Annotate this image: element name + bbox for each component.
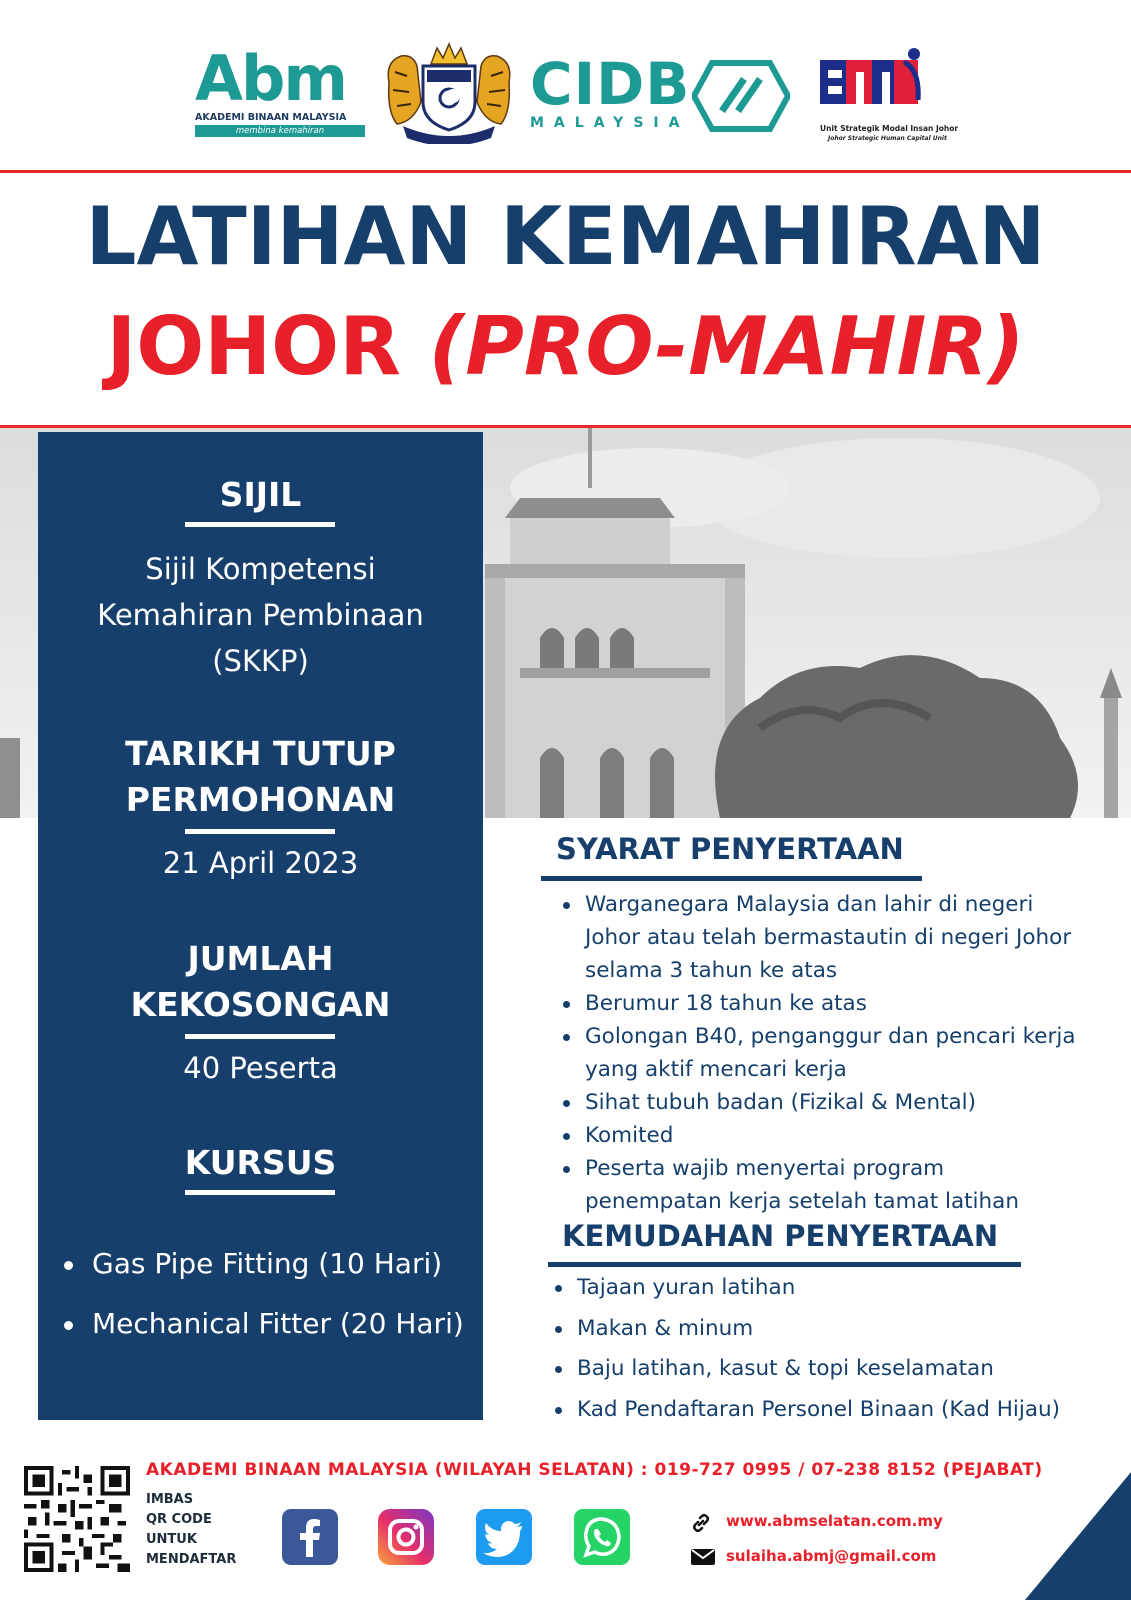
logo-bar [0,0,1131,168]
cidb-mark-icon [692,59,790,133]
contact-line: AKADEMI BINAAN MALAYSIA (WILAYAH SELATAN) : 019-727 0995 / 07-238 8152 (PEJABAT) [146,1460,1043,1480]
qr-line: QR CODE [146,1512,212,1527]
qr-line: UNTUK [146,1532,197,1547]
smi-logo [820,40,960,148]
kemudahan-list [549,1268,1109,1430]
abm-logo-tagline: membina kemahiran [195,125,365,137]
jumlah-heading-1: JUMLAH [187,939,334,978]
kursus-item: Mechanical Fitter (20 Hari) [62,1294,482,1354]
mail-icon [690,1548,716,1566]
syarat-item: Berumur 18 tahun ke atas [557,987,1077,1020]
sijil-line-3: (SKKP) [212,644,309,678]
smi-logo-line2: Johor Strategic Human Capital Unit [828,135,947,142]
syarat-item: Komited [557,1119,1077,1152]
cidb-logo-word: CIDB [530,50,691,118]
tarikh-heading-2: PERMOHONAN [125,780,396,819]
kursus-underline [185,1190,335,1195]
cidb-logo-sub: MALAYSIA [530,115,690,131]
kemudahan-item: Kad Pendaftaran Personel Binaan (Kad Hijau) [549,1390,1109,1431]
syarat-item: Warganegara Malaysia dan lahir di negeri Johor atau telah bermastautin di negeri Johor selama 3 tahun ke atas [557,888,1077,987]
instagram-icon[interactable] [378,1509,434,1565]
abm-logo-name: AKADEMI BINAAN MALAYSIA [195,112,347,123]
qr-instructions [146,1490,236,1570]
whatsapp-icon[interactable] [574,1509,630,1565]
qr-line: MENDAFTAR [146,1552,237,1567]
kursus-heading: KURSUS [184,1143,337,1182]
email-link[interactable]: sulaiha.abmj@gmail.com [726,1547,937,1565]
tarikh-underline [185,829,335,834]
kemudahan-heading: KEMUDAHAN PENYERTAAN [562,1219,999,1253]
abm-logo [195,42,367,140]
qr-code[interactable] [24,1466,130,1572]
title-pro-mahir: (PRO-MAHIR) [428,300,1025,393]
jumlah-underline [185,1034,335,1039]
syarat-item: Peserta wajib menyertai program penempatan kerja setelah tamat latihan [557,1152,1077,1218]
kemudahan-item: Tajaan yuran latihan [549,1268,1109,1309]
qr-line: IMBAS [146,1492,194,1507]
sijil-line-1: Sijil Kompetensi [145,552,376,586]
kemudahan-item: Baju latihan, kasut & topi keselamatan [549,1349,1109,1390]
johor-crest-icon [383,42,515,144]
corner-decoration [1025,1472,1131,1600]
cidb-logo [530,50,790,135]
syarat-underline [541,876,922,881]
syarat-item: Golongan B40, penganggur dan pencari kerja yang aktif mencari kerja [557,1020,1077,1086]
syarat-list [557,888,1077,1218]
sijil-line-2: Kemahiran Pembinaan [97,598,424,632]
tarikh-heading-1: TARIKH TUTUP [125,734,396,773]
syarat-heading: SYARAT PENYERTAAN [556,832,904,866]
link-icon [690,1512,712,1534]
smi-mark-icon [820,40,960,122]
sijil-underline [185,522,335,527]
kemudahan-underline [548,1262,1021,1267]
kemudahan-item: Makan & minum [549,1309,1109,1350]
jumlah-heading-2: KEKOSONGAN [130,985,391,1024]
smi-logo-line1: Unit Strategik Modal Insan Johor [820,124,959,133]
sijil-heading: SIJIL [219,475,302,514]
top-divider [0,170,1131,173]
title-line-1: LATIHAN KEMAHIRAN [85,190,1046,283]
twitter-icon[interactable] [476,1509,532,1565]
facebook-icon[interactable] [282,1509,338,1565]
info-panel [38,432,483,1420]
website-link[interactable]: www.abmselatan.com.my [726,1512,943,1530]
syarat-item: Sihat tubuh badan (Fizikal & Mental) [557,1086,1077,1119]
title-line-2 [0,300,1131,393]
jumlah-value: 40 Peserta [183,1051,338,1085]
abm-logo-word: Abm [195,42,346,115]
kursus-item: Gas Pipe Fitting (10 Hari) [62,1234,482,1294]
kursus-list [62,1234,482,1354]
tarikh-value: 21 April 2023 [162,846,359,880]
title-johor: JOHOR [106,300,429,393]
